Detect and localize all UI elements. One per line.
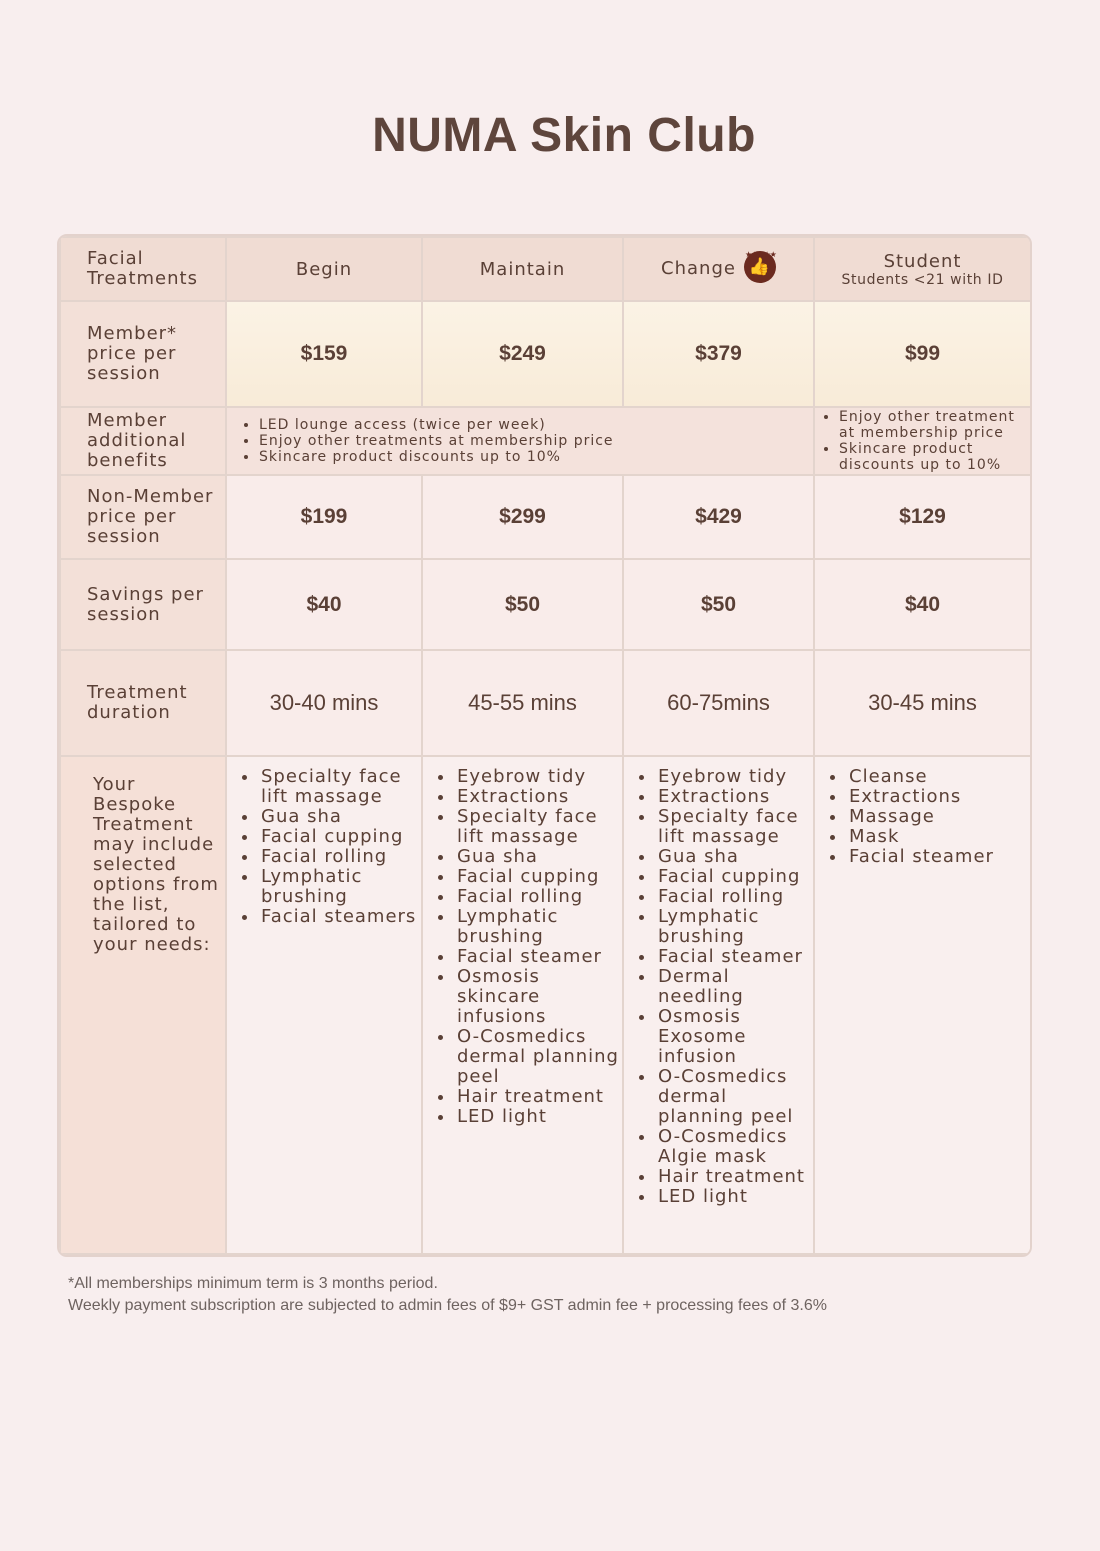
header-label: Facial Treatments	[60, 237, 226, 301]
price-cell: $429	[623, 475, 814, 559]
list-item: • Facial steamers	[259, 907, 421, 927]
member-price-row	[60, 301, 1031, 407]
list-item: • Facial rolling	[656, 887, 813, 907]
duration-cell: 30-40 mins	[226, 650, 422, 756]
duration-row	[60, 650, 1031, 756]
price-cell: $379	[623, 301, 814, 407]
change-options	[623, 756, 814, 1254]
list-item: • Lymphatic brushing	[259, 867, 421, 907]
list-item: • Osmosis Exosome infusion	[656, 1007, 813, 1067]
price-cell: $249	[422, 301, 623, 407]
plan-change-label: Change	[661, 258, 736, 279]
shared-benefits	[226, 407, 814, 475]
list-item: • O-Cosmedics Algie mask	[656, 1127, 813, 1167]
list-item: • O-Cosmedics dermal planning peel	[656, 1067, 813, 1127]
duration-cell: 45-55 mins	[422, 650, 623, 756]
list-item: • Skincare product discounts up to 10%	[259, 449, 813, 465]
stars-icon: ★★★★★	[744, 250, 776, 259]
row-label: Treatment duration	[60, 650, 226, 756]
list-item: • Facial rolling	[259, 847, 421, 867]
list-item: • LED light	[656, 1187, 813, 1207]
row-label: Member* price per session	[60, 301, 226, 407]
list-item: • Specialty face lift massage	[259, 767, 421, 807]
benefits-row	[60, 407, 1031, 475]
student-options	[814, 756, 1031, 1254]
list-item: • Facial steamer	[847, 847, 1030, 867]
price-cell: $40	[226, 559, 422, 650]
price-cell: $50	[623, 559, 814, 650]
duration-cell: 60-75mins	[623, 650, 814, 756]
row-label: Savings per session	[60, 559, 226, 650]
list-item: • Extractions	[656, 787, 813, 807]
begin-options	[226, 756, 422, 1254]
price-cell: $299	[422, 475, 623, 559]
price-cell: $50	[422, 559, 623, 650]
list-item: • Enjoy other treatment at membership price	[839, 409, 1030, 441]
row-label: Your Bespoke Treatment may include selected options from the list, tailored to your needs:	[60, 756, 226, 1254]
price-cell: $199	[226, 475, 422, 559]
list-item: • Massage	[847, 807, 1030, 827]
list-item: • O-Cosmedics dermal planning peel	[455, 1027, 622, 1087]
student-benefits	[814, 407, 1031, 475]
list-item: • LED lounge access (twice per week)	[259, 417, 813, 433]
list-item: • Lymphatic brushing	[656, 907, 813, 947]
pricing-table	[57, 234, 1032, 1257]
list-item: • Facial cupping	[259, 827, 421, 847]
row-label: Member additional benefits	[60, 407, 226, 475]
list-item: • Hair treatment	[656, 1167, 813, 1187]
list-item: • LED light	[455, 1107, 622, 1127]
list-item: • Lymphatic brushing	[455, 907, 622, 947]
list-item: • Gua sha	[259, 807, 421, 827]
plan-student-label: Student	[883, 250, 962, 272]
row-label: Non-Member price per session	[60, 475, 226, 559]
list-item: • Gua sha	[656, 847, 813, 867]
non-member-price-row	[60, 475, 1031, 559]
maintain-options	[422, 756, 623, 1254]
list-item: • Dermal needling	[656, 967, 813, 1007]
header-row	[60, 237, 1031, 301]
list-item: • Facial cupping	[656, 867, 813, 887]
list-item: • Extractions	[847, 787, 1030, 807]
list-item: • Facial rolling	[455, 887, 622, 907]
list-item: • Hair treatment	[455, 1087, 622, 1107]
plan-change-header	[623, 237, 814, 301]
list-item: • Gua sha	[455, 847, 622, 867]
plan-student-header	[814, 237, 1031, 301]
price-cell: $129	[814, 475, 1031, 559]
bespoke-row	[60, 756, 1031, 1254]
list-item: • Extractions	[455, 787, 622, 807]
list-item: • Enjoy other treatments at membership price	[259, 433, 813, 449]
savings-row	[60, 559, 1031, 650]
list-item: • Osmosis skincare infusions	[455, 967, 622, 1027]
footnotes	[68, 1273, 1048, 1317]
list-item: • Skincare product discounts up to 10%	[839, 441, 1030, 473]
footnote-fees: Weekly payment subscription are subjected to admin fees of $9+ GST admin fee + processing fees of 3.6%	[68, 1297, 827, 1314]
plan-maintain-header: Maintain	[422, 237, 623, 301]
list-item: • Eyebrow tidy	[656, 767, 813, 787]
page-title: NUMA Skin Club	[372, 109, 756, 162]
list-item: • Specialty face lift massage	[656, 807, 813, 847]
price-cell: $99	[814, 301, 1031, 407]
price-cell: $159	[226, 301, 422, 407]
list-item: • Cleanse	[847, 767, 1030, 787]
duration-cell: 30-45 mins	[814, 650, 1031, 756]
thumbs-up-icon: ★★★★★ 👍	[744, 251, 776, 283]
list-item: • Eyebrow tidy	[455, 767, 622, 787]
student-requirement: Students <21 with ID	[841, 271, 1004, 288]
list-item: • Facial cupping	[455, 867, 622, 887]
list-item: • Mask	[847, 827, 1030, 847]
list-item: • Facial steamer	[656, 947, 813, 967]
plan-begin-header: Begin	[226, 237, 422, 301]
list-item: • Facial steamer	[455, 947, 622, 967]
footnote-term: *All memberships minimum term is 3 months period.	[68, 1275, 438, 1292]
list-item: • Specialty face lift massage	[455, 807, 622, 847]
price-cell: $40	[814, 559, 1031, 650]
